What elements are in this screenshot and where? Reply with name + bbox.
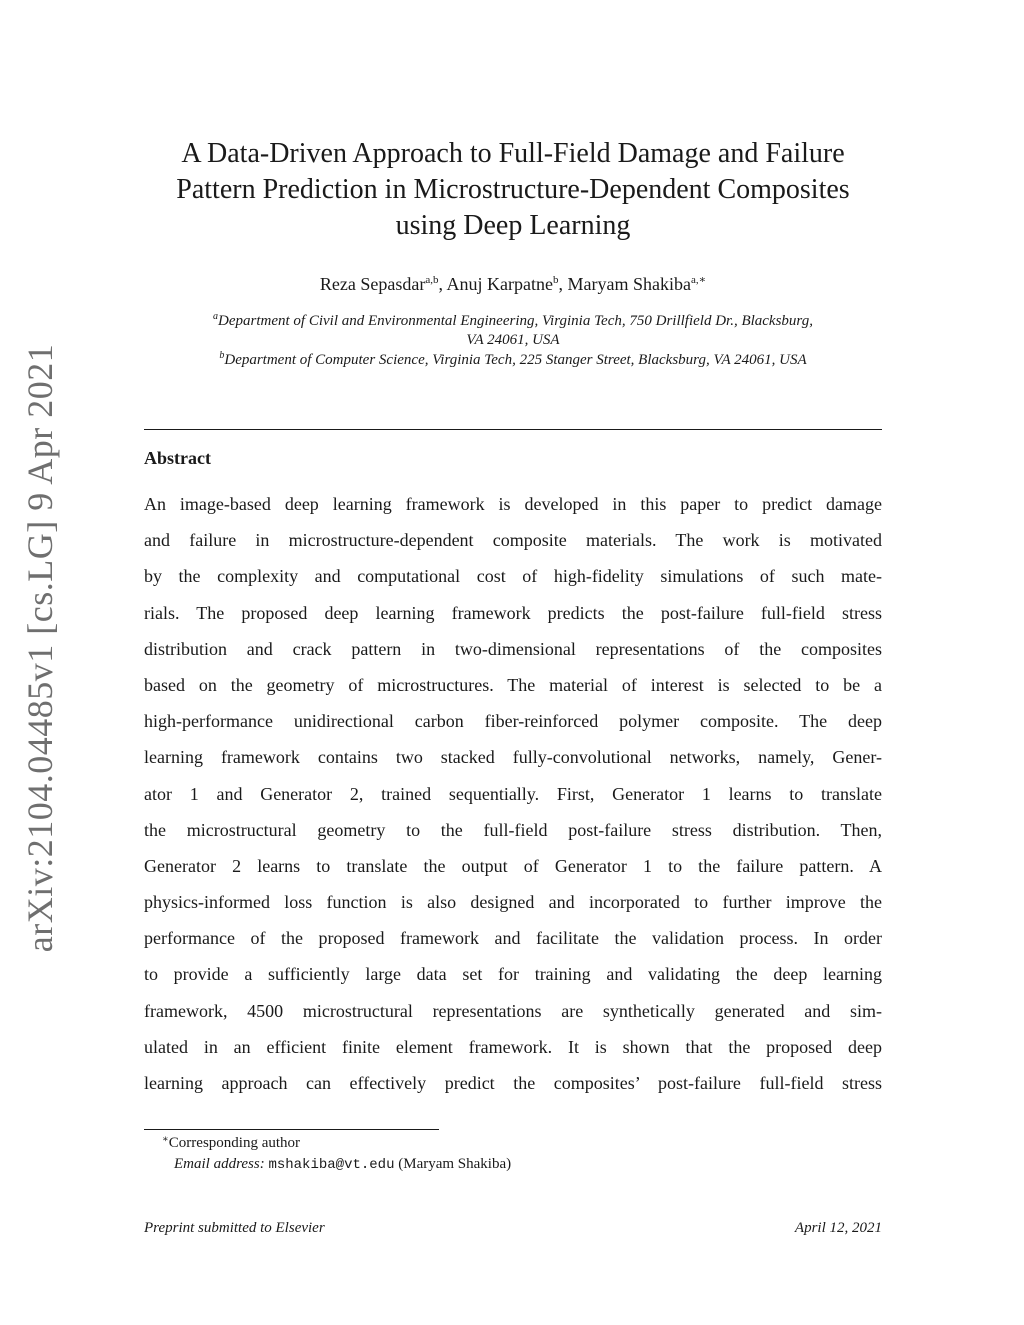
footer-preprint-note: Preprint submitted to Elsevier — [144, 1220, 325, 1236]
abstract-line: to provide a sufficiently large data set for training and validating the deep learning — [144, 964, 882, 985]
abstract-line: distribution and crack pattern in two-dimensional representations of the composites — [144, 638, 882, 659]
abstract-top-rule — [144, 429, 882, 430]
email-address-link[interactable]: mshakiba@vt.edu — [268, 1157, 395, 1173]
email-owner: (Maryam Shakiba) — [398, 1156, 512, 1172]
abstract-line: An image-based deep learning framework is developed in this paper to predict damage — [144, 494, 882, 514]
footnote-rule — [144, 1129, 439, 1130]
abstract-line: high-performance unidirectional carbon fiber-reinforced polymer composite. The deep — [144, 711, 882, 732]
paper-title — [144, 136, 882, 244]
author-name: Anuj Karpatne — [446, 274, 553, 294]
affiliation-a — [144, 312, 882, 350]
affiliation-mark: a — [213, 311, 219, 322]
affiliation-text: Department of Computer Science, Virginia Tech, 225 Stanger Street, Blacksburg, VA 24061, USA — [224, 352, 807, 368]
abstract-line: physics-informed loss function is also designed and incorporated to further improve the — [144, 892, 882, 913]
abstract-line: the microstructural geometry to the full-field post-failure stress distribution. Then, — [144, 819, 882, 840]
abstract-line: ulated in an efficient finite element framework. It is shown that the proposed deep — [144, 1036, 882, 1057]
author-name: Maryam Shakiba — [567, 274, 691, 294]
title-line: using Deep Learning — [395, 210, 631, 241]
abstract-line: based on the geometry of microstructures. The material of interest is selected to be a — [144, 674, 882, 695]
footnote-text: Corresponding author — [168, 1135, 301, 1151]
author-separator: , — [438, 274, 447, 294]
affiliation-line: VA 24061, USA — [466, 332, 560, 348]
title-line: A Data-Driven Approach to Full-Field Damage and Failure — [181, 138, 845, 169]
footnote-mark: ∗ — [162, 1134, 169, 1145]
footer-date: April 12, 2021 — [794, 1220, 882, 1236]
author-affil-mark: b — [553, 274, 559, 286]
affiliation-text: Department of Civil and Environmental Engineering, Virginia Tech, 750 Drillfield Dr., Blacksburg, — [218, 313, 813, 329]
author-affil-mark: a,∗ — [690, 274, 707, 286]
abstract-line: performance of the proposed framework and facilitate the validation process. In order — [144, 928, 882, 949]
abstract-body — [144, 486, 882, 1101]
title-line: Pattern Prediction in Microstructure-Dependent Composites — [176, 174, 850, 205]
abstract-line: rials. The proposed deep learning framework predicts the post-failure full-field stress — [144, 602, 882, 623]
author-name: Reza Sepasdar — [319, 274, 426, 294]
abstract-heading: Abstract — [144, 448, 211, 468]
affiliation-line — [144, 312, 882, 331]
author-affil-mark: a,b — [425, 274, 439, 286]
abstract-line: and failure in microstructure-dependent composite materials. The work is motivated — [144, 530, 882, 551]
abstract-line: ator 1 and Generator 2, trained sequentially. First, Generator 1 learns to translate — [144, 783, 882, 804]
email-label: Email address: — [174, 1156, 265, 1172]
abstract-line: learning framework contains two stacked fully-convolutional networks, namely, Gener- — [144, 747, 882, 768]
abstract-line: framework, 4500 microstructural representations are synthetically generated and sim- — [144, 1000, 882, 1021]
footnote-email — [174, 1154, 511, 1175]
abstract-line: by the complexity and computational cost of high-fidelity simulations of such mate- — [144, 566, 882, 587]
affiliation-mark: b — [219, 350, 225, 361]
author-separator: , — [558, 274, 568, 294]
affiliation-b — [144, 351, 882, 370]
abstract-line: Generator 2 learns to translate the output of Generator 1 to the failure pattern. A — [144, 855, 882, 876]
author-list — [144, 272, 882, 296]
arxiv-identifier: arXiv:2104.04485v1 [cs.LG] 9 Apr 2021 — [20, 343, 60, 953]
abstract-line: learning approach can effectively predict the composites’ post-failure full-field stress — [144, 1073, 882, 1093]
affiliation-line — [144, 351, 882, 370]
footnote-corresponding — [162, 1133, 300, 1153]
